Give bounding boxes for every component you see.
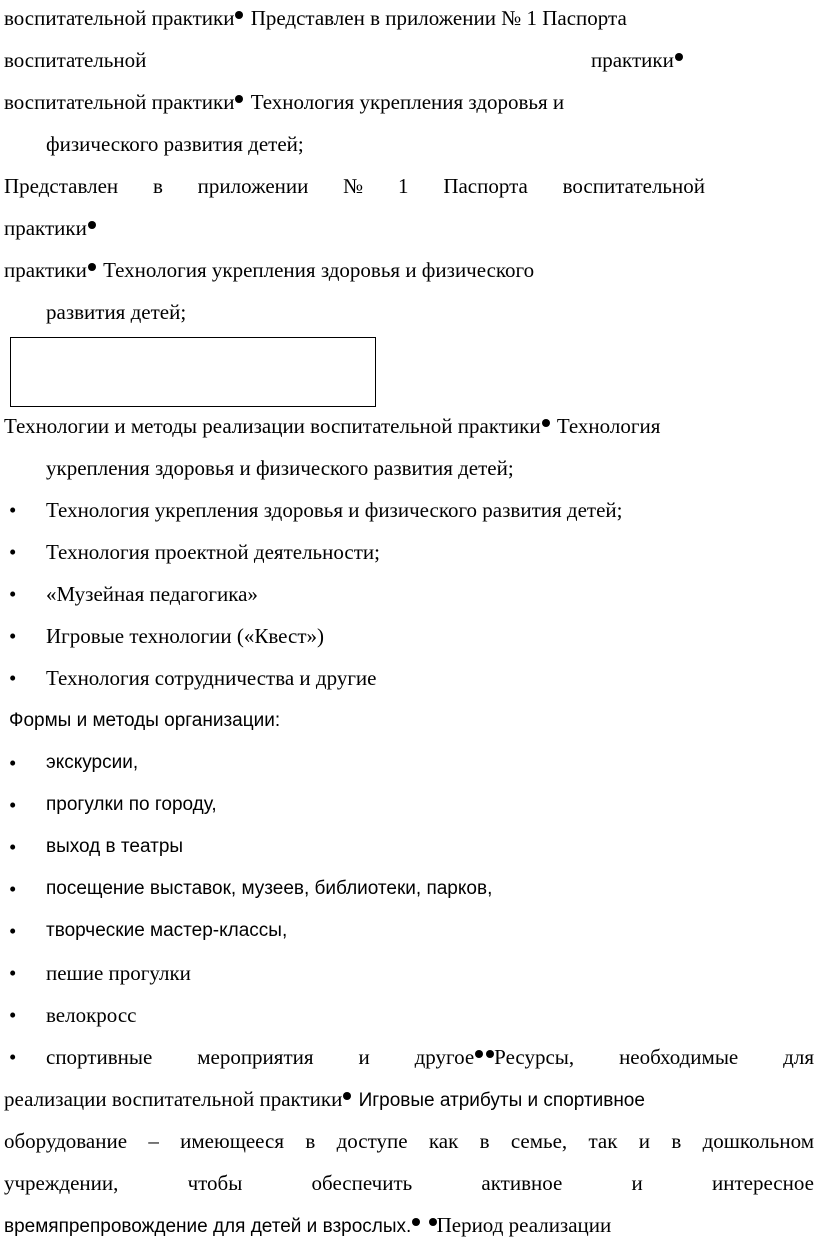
list-item: «Музейная педагогика» (46, 582, 258, 606)
list-bullet: • (9, 961, 17, 985)
list-item: велокросс (46, 1003, 137, 1027)
list-bullet: • (9, 793, 17, 817)
bullet-dot-icon (88, 221, 96, 229)
list-item: прогулки по городу, (46, 794, 217, 815)
resources-line-2 (4, 1128, 814, 1154)
text-l10: укрепления здоровья и физического развития детей; (46, 456, 514, 480)
bullet-dot-icon (235, 11, 243, 19)
word: доступе (336, 1129, 408, 1153)
text-l3a: воспитательной практики (4, 90, 235, 114)
list-item: Технология проектной деятельности; (46, 540, 380, 564)
bullet-dot-icon (542, 419, 550, 427)
word: чтобы (187, 1171, 243, 1195)
text-line-7 (4, 257, 534, 283)
list-bullet: • (9, 624, 17, 648)
list-item: выход в театры (46, 836, 184, 857)
word: Представлен (4, 174, 119, 198)
text-line-10 (46, 455, 514, 481)
list-bullet: • (9, 1003, 17, 1027)
word: и (631, 1171, 643, 1195)
text-line-1 (4, 5, 627, 31)
word: активное (481, 1171, 563, 1195)
list-bullet: • (9, 1045, 17, 1069)
list-bullet: • (9, 666, 17, 690)
resources-line-4 (4, 1212, 611, 1240)
text-res4b: Период реализации (436, 1213, 612, 1237)
word: в (479, 1129, 490, 1153)
word: № (343, 174, 364, 198)
word: 1 (398, 174, 409, 198)
list-item: посещение выставок, музеев, библиотеки, парков, (46, 878, 493, 899)
bullet-dot-icon (412, 1218, 420, 1226)
text-l7a: практики (4, 258, 87, 282)
forms-heading: Формы и методы организации: (9, 710, 281, 731)
text-l1b: Представлен в приложении № 1 Паспорта (250, 6, 627, 30)
bullet-dot-icon (429, 1218, 437, 1226)
bullet-dot-icon (475, 1050, 483, 1058)
text-line-8 (46, 299, 186, 325)
word: спортивные (46, 1045, 153, 1069)
word: воспитательной (562, 174, 705, 198)
list-bullet: • (9, 919, 17, 943)
bullet-dot-icon (486, 1050, 494, 1058)
text-l2b: практики (591, 48, 674, 72)
word: оборудование (4, 1129, 128, 1153)
text-line-2 (4, 47, 146, 73)
word: и (358, 1045, 370, 1069)
bullet-dot-icon (675, 53, 683, 61)
word: приложении (197, 174, 309, 198)
list-bullet: • (9, 498, 17, 522)
text-l9a: Технологии и методы реализации воспитательной практики (4, 414, 541, 438)
list-item: Технология укрепления здоровья и физического развития детей; (46, 498, 623, 522)
word: необходимые (619, 1045, 739, 1069)
word: в (305, 1129, 316, 1153)
word: Ресурсы, (494, 1045, 575, 1069)
text-line-6 (4, 215, 98, 241)
text-l4: физического развития детей; (46, 132, 304, 156)
resources-line-1 (4, 1086, 645, 1114)
word: обеспечить (311, 1171, 413, 1195)
list-bullet: • (9, 582, 17, 606)
text-l6: практики (4, 216, 87, 240)
word: учреждении, (4, 1171, 119, 1195)
word: мероприятия (197, 1045, 314, 1069)
word: Паспорта (443, 174, 528, 198)
text-line-2-right (591, 47, 685, 73)
sport-line (46, 1044, 814, 1070)
text-res1b: Игровые атрибуты и спортивное (358, 1090, 645, 1111)
text-l7b: Технология укрепления здоровья и физического (103, 258, 535, 282)
list-item: творческие мастер-классы, (46, 920, 288, 941)
text-l9b: Технология (556, 414, 661, 438)
text-l3b: Технология укрепления здоровья и (250, 90, 565, 114)
word: и (638, 1129, 651, 1153)
text-l8: развития детей; (46, 300, 187, 324)
list-bullet: • (9, 540, 17, 564)
text-res4a: времяпрепровождение для детей и взрослых. (4, 1216, 412, 1237)
text-line-3 (4, 89, 564, 115)
list-bullet: • (9, 751, 17, 775)
word: – (148, 1129, 159, 1153)
list-item: Технология сотрудничества и другие (46, 666, 377, 690)
word: другое (414, 1045, 475, 1069)
empty-frame (10, 337, 376, 407)
list-item: Игровые технологии («Квест») (46, 624, 325, 648)
bullet-dot-icon (343, 1092, 351, 1100)
word: так (588, 1129, 618, 1153)
word: для (783, 1045, 814, 1069)
text-line-5 (4, 173, 705, 199)
text-line-4 (46, 131, 304, 157)
resources-line-3 (4, 1170, 814, 1196)
text-res1a: реализации воспитательной практики (4, 1087, 343, 1111)
word: интересное (711, 1171, 814, 1195)
bullet-dot-icon (235, 95, 243, 103)
list-bullet: • (9, 877, 17, 901)
bullet-dot-icon (88, 263, 96, 271)
list-item: экскурсии, (46, 752, 139, 773)
word: как (428, 1129, 459, 1153)
text-l1a: воспитательной практики (4, 6, 235, 30)
text-line-9 (4, 413, 660, 439)
word: имеющееся (180, 1129, 285, 1153)
word: дошкольном (702, 1129, 814, 1153)
word: в (152, 174, 163, 198)
list-item: пешие прогулки (46, 961, 191, 985)
word: в (671, 1129, 682, 1153)
word: семье, (510, 1129, 568, 1153)
text-l2a: воспитательной (4, 48, 147, 72)
list-bullet: • (9, 835, 17, 859)
